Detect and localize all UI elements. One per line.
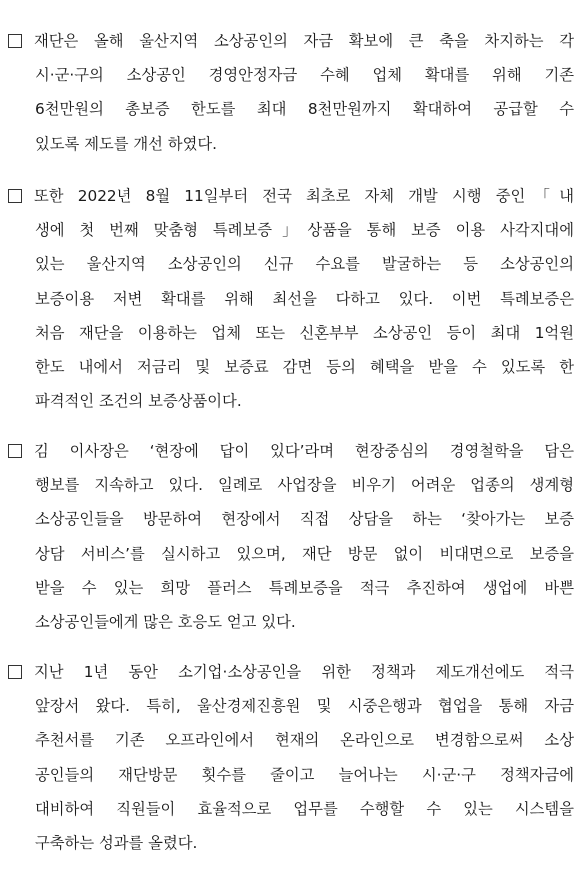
paragraph-line: 소상공인들에게 많은 호응도 얻고 있다. [35, 612, 296, 631]
paragraph-2 [8, 179, 574, 418]
paragraph-line: 있도록 제도를 개선 하였다. [35, 134, 217, 153]
paragraph-line: 파격적인 조건의 보증상품이다. [35, 392, 242, 411]
paragraph-3 [8, 434, 574, 639]
paragraph-line [8, 434, 574, 468]
square-bullet-icon [8, 189, 22, 203]
paragraph-4 [8, 655, 574, 860]
paragraph-line: 공인들의 재단방문 횟수를 줄이고 늘어나는 시·군·구 정책자금에 [35, 765, 574, 784]
paragraph-line: 한도 내에서 저금리 및 보증료 감면 등의 혜택을 받을 수 있도록 한 [35, 357, 574, 376]
paragraph-line [8, 24, 574, 58]
square-bullet-icon [8, 444, 22, 458]
paragraph-line: 보증이용 저변 확대를 위해 최선을 다하고 있다. 이번 특례보증은 [35, 289, 574, 308]
paragraph-text: 또한 2022년 8월 11일부터 전국 최초로 자체 개발 시행 중인「내 [34, 187, 574, 205]
paragraph-line: 생에 첫 번째 맞춤형 특례보증」상품을 통해 보증 이용 사각지대에 [35, 221, 574, 240]
paragraph-text: 지난 1년 동안 소기업·소상공인을 위한 정책과 제도개선에도 적극 [34, 663, 574, 681]
paragraph-line: 추천서를 기존 오프라인에서 현재의 온라인으로 변경함으로써 소상 [35, 731, 574, 750]
square-bullet-icon [8, 665, 22, 679]
paragraph-line [8, 655, 574, 689]
paragraph-text: 김 이사장은 ‘현장에 답이 있다’라며 현장중심의 경영철학을 담은 [34, 442, 574, 460]
paragraph-line: 소상공인들을 방문하여 현장에서 직접 상담을 하는 ‘찾아가는 보증 [35, 510, 574, 529]
paragraph-line: 구축하는 성과를 올렸다. [35, 833, 198, 852]
paragraph-line: 앞장서 왔다. 특히, 울산경제진흥원 및 시중은행과 협업을 통해 자금 [35, 697, 574, 716]
paragraph-line: 처음 재단을 이용하는 업체 또는 신혼부부 소상공인 등이 최대 1억원 [35, 323, 574, 342]
paragraph-line: 상담 서비스’를 실시하고 있으며, 재단 방문 없이 비대면으로 보증을 [35, 544, 574, 563]
paragraph-1 [8, 24, 574, 161]
paragraph-line: 대비하여 직원들이 효율적으로 업무를 수행할 수 있는 시스템을 [35, 799, 574, 818]
square-bullet-icon [8, 34, 22, 48]
paragraph-line: 행보를 지속하고 있다. 일례로 사업장을 비우기 어려운 업종의 생계형 [35, 476, 574, 495]
paragraph-line: 6천만원의 총보증 한도를 최대 8천만원까지 확대하여 공급할 수 [35, 100, 574, 119]
paragraph-line [8, 179, 574, 213]
paragraph-line: 받을 수 있는 희망 플러스 특례보증을 적극 추진하여 생업에 바쁜 [35, 578, 574, 597]
paragraph-line: 있는 울산지역 소상공인의 신규 수요를 발굴하는 등 소상공인의 [35, 255, 574, 274]
paragraph-text: 재단은 올해 울산지역 소상공인의 자금 확보에 큰 축을 차지하는 각 [34, 32, 574, 50]
paragraph-line: 시·군·구의 소상공인 경영안정자금 수혜 업체 확대를 위해 기존 [35, 66, 574, 85]
